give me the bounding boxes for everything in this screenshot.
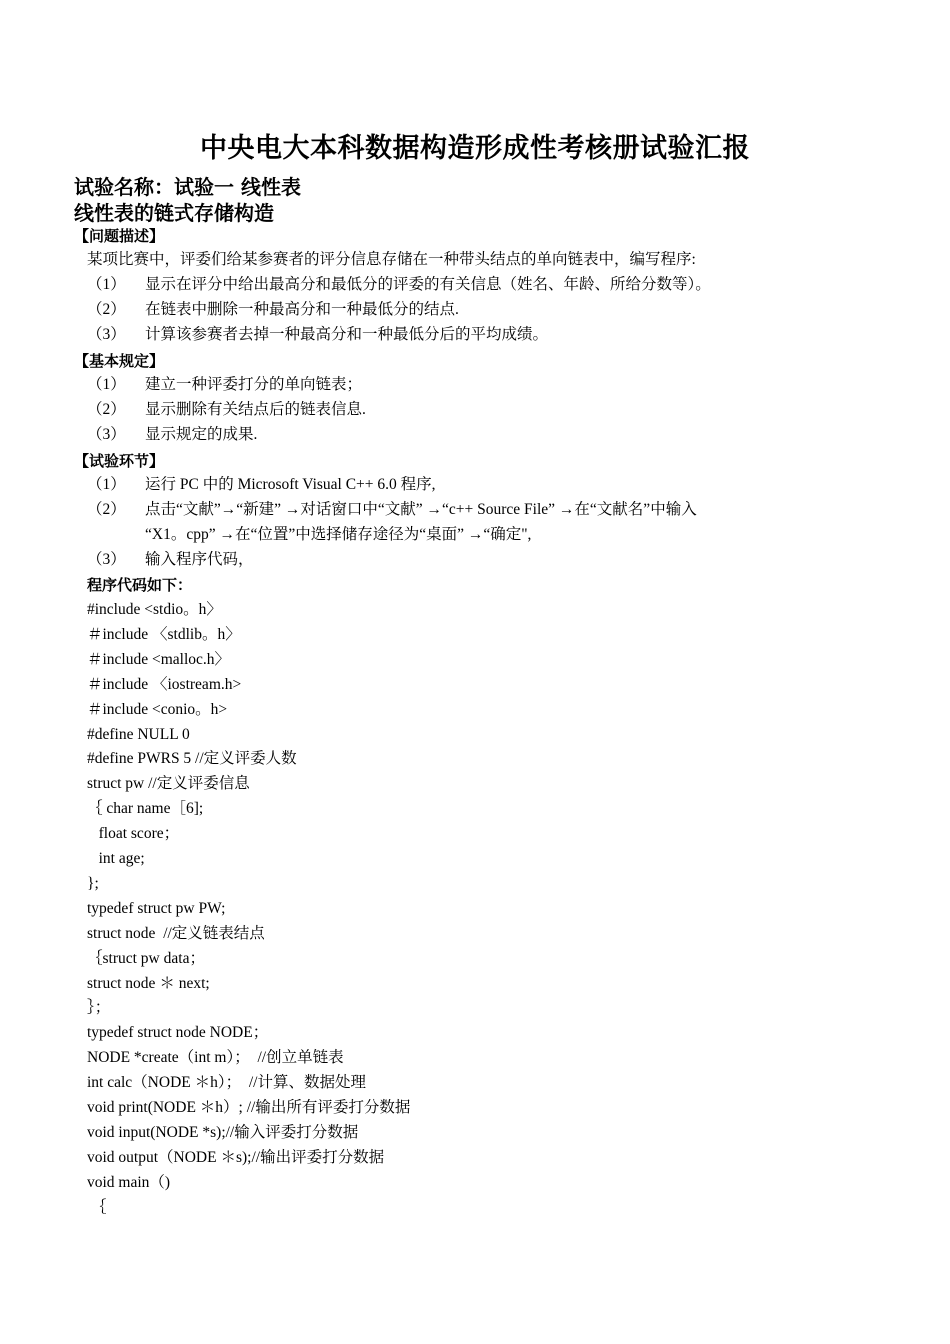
item-text: 点击“文献”→“新建” →对话窗口中“文献” →“c++ Source File” →在“文献名”中输入 (145, 501, 697, 518)
code-line: ｛struct pw data； (87, 950, 205, 967)
experiment-name: 试验名称：试验一 线性表 (74, 175, 301, 199)
code-line: int calc（NODE ＊h）； //计算、数据处理 (87, 1074, 366, 1091)
step-item (87, 550, 254, 570)
item-text: 运行 PC 中的 Microsoft Visual C++ 6.0 程序, (145, 476, 436, 493)
requirement-item (87, 425, 257, 445)
code-line: struct node //定义链表结点 (87, 925, 265, 942)
code-line: void input(NODE *s);//输入评委打分数据 (87, 1124, 359, 1141)
step-item (87, 500, 697, 520)
code-line: void main（) (87, 1174, 171, 1191)
code-label: 程序代码如下： (87, 576, 193, 594)
item-number: （3） (87, 551, 126, 568)
item-number: （1） (87, 276, 126, 293)
item-number: （2） (87, 301, 126, 318)
page-title: 中央电大本科数据构造形成性考核册试验汇报 (200, 133, 750, 164)
code-line: struct node ＊ next; (87, 975, 210, 992)
item-number: （2） (87, 501, 126, 518)
problem-heading: 【问题描述】 (74, 227, 165, 245)
code-line: typedef struct node NODE； (87, 1024, 269, 1041)
item-number: （3） (87, 326, 126, 343)
code-line: #include <stdio。h〉 (87, 601, 222, 618)
experiment-subtitle: 线性表的链式存储构造 (74, 201, 274, 225)
code-line: ｛ (87, 1199, 107, 1216)
requirements-heading: 【基本规定】 (74, 352, 165, 370)
step-item-continuation: “X1。cpp” →在“位置”中选择储存途径为“桌面” →“确定", (145, 526, 532, 543)
code-line: float score； (87, 825, 180, 842)
code-line: ＃include <conio。h> (87, 701, 228, 718)
item-number: （1） (87, 476, 126, 493)
code-line: int age; (87, 850, 145, 867)
item-number: （1） (87, 376, 126, 393)
item-text: 计算该参赛者去掉一种最高分和一种最低分后的平均成绩。 (145, 326, 549, 343)
code-line: ｝； (87, 999, 111, 1016)
code-line: #define PWRS 5 //定义评委人数 (87, 750, 297, 767)
code-line: ＃include 〈stdlib。h〉 (87, 626, 241, 643)
step-item (87, 475, 436, 495)
code-line: #define NULL 0 (87, 726, 190, 743)
item-number: （2） (87, 401, 126, 418)
item-text: 显示删除有关结点后的链表信息. (145, 401, 366, 418)
code-line: ｛ char name［6]; (87, 800, 204, 817)
item-text: 显示在评分中给出最高分和最低分的评委的有关信息（姓名、年龄、所给分数等）。 (145, 276, 711, 293)
item-number: （3） (87, 426, 126, 443)
code-line: typedef struct pw PW; (87, 900, 226, 917)
code-line: ＃include <malloc.h〉 (87, 651, 231, 668)
item-text: 输入程序代码， (145, 551, 254, 568)
steps-heading: 【试验环节】 (74, 452, 165, 470)
code-line: NODE *create（int m）； //创立单链表 (87, 1049, 344, 1066)
code-line: ＃include 〈iostream.h> (87, 676, 242, 693)
code-line: struct pw //定义评委信息 (87, 775, 250, 792)
code-line: }; (87, 875, 99, 892)
problem-item (87, 325, 548, 345)
problem-item (87, 275, 711, 295)
requirement-item (87, 400, 366, 420)
problem-intro: 某项比赛中，评委们给某参赛者的评分信息存储在一种带头结点的单向链表中，编写程序: (87, 251, 696, 268)
requirement-item (87, 375, 362, 395)
item-text: 在链表中删除一种最高分和一种最低分的结点. (145, 301, 459, 318)
problem-item (87, 300, 459, 320)
code-line: void print(NODE ＊h）; //输出所有评委打分数据 (87, 1099, 411, 1116)
code-line: void output（NODE ＊s);//输出评委打分数据 (87, 1149, 385, 1166)
item-text: 显示规定的成果. (145, 426, 258, 443)
item-text: 建立一种评委打分的单向链表； (145, 376, 363, 393)
